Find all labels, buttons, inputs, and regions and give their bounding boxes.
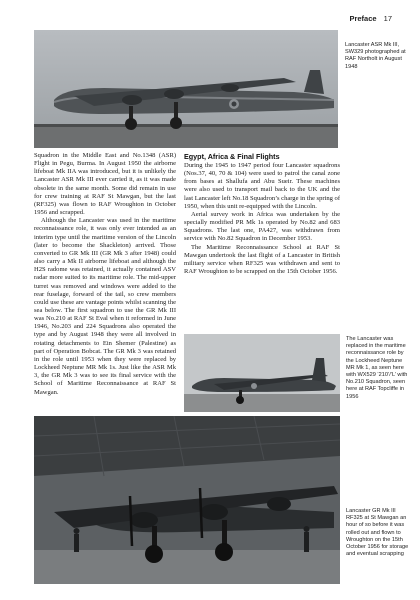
- caption-top: Lancaster ASR Mk III, SW329 photographed at RAF Northolt in August 1948: [345, 42, 406, 70]
- right-column: [184, 152, 340, 336]
- lancaster-hangar-photo: [34, 416, 340, 584]
- caption-bottom: Lancaster GR Mk III RF325 at St Mawgan an hour of so before it was rolled out and flown to Wroughton on the 15th October 1956 for storage and eventual scrapping: [346, 508, 409, 558]
- section-title: Preface: [349, 14, 377, 23]
- lancaster-asr-photo: [34, 30, 338, 148]
- neptune-photo: [184, 334, 340, 412]
- left-paragraph-2: Although the Lancaster was used in the maritime reconnaissance role, it was only ever intended as an interim type until the maritime version of the Lincoln (later to become the Shackleton) arrived. Those converted to GR Mk III (GR Mk 3 after 1948) could also carry a Mk II airborne lifeboat and although the H2S radome was retained, it actually contained ASV radar more suited to its maritime role. The mid-upper turret was removed and windows were added to the rear fuselage, forward of the tail, so crew members could use these are vantage points whilst scanning the sea below. The first squadron to use the GR Mk III was No.210 at RAF St Eval when it reformed in June 1946, No.203 and 224 Squadrons also operated the type and by August 1948 they were all involved in rotating detachments to Ein Shemer (Palestine) as part of Operation Bobcat. The GR Mk 3 was retained in the role until 1953 when they were replaced by Lockheed Neptune MR Mk 1s. Just like the ASR Mk 3, the GR Mk 3 was to see its final service with the School of Maritime Reconnaissance at RAF St Mawgan.: [34, 217, 176, 396]
- section-heading: Egypt, Africa & Final Flights: [184, 152, 280, 161]
- right-paragraph-3: The Maritime Reconnaissance School at RAF St Mawgan undertook the last flight of a Lancaster in British military service when RF325 was withdrawn and sent to RAF Wroughton to be scrapped on the 15th October 1956.: [184, 243, 340, 276]
- running-head: [349, 14, 392, 23]
- caption-middle: The Lancaster was replaced in the maritime reconnaissance role by the Lockheed Neptune MR Mk 1, as seen here with WX529 ‘210’/‘L’ with No.210 Squadron, seen here at RAF Topcliffe in 1956: [346, 336, 408, 400]
- left-paragraph-1: Squadron in the Middle East and No.1348 (ASR) Flight in Pegu, Burma. In August 1950 the airborne lifeboat Mk IIA was introduced, but it is unlikely the Lancaster ASR Mk III ever carried it, as it was made obsolete in the same month. Some did remain in use for crew training at RAF St Mawgan, but the last (RF325) was flown to RAF Wroughton in October 1956 and scrapped.: [34, 152, 176, 217]
- page-number: 17: [383, 14, 392, 23]
- left-column: [34, 152, 176, 398]
- right-paragraph-1: During the 1945 to 1947 period four Lancaster squadrons (Nos.37, 40, 70 & 104) were used to patrol the canal zone from bases at Shallufa and Abu Sueir. These machines were also used to transport mail back to the UK and the last Lancaster left No.18 Squadron’s charge in the spring of 1950, when this unit re-equipped with the Lincoln.: [184, 162, 340, 210]
- right-paragraph-2: Aerial survey work in Africa was undertaken by the specially modified PR Mk 1s operated by No.82 and 683 Squadrons. The last one, PA427, was withdrawn from service with No.82 Squadron in December 1953.: [184, 210, 340, 243]
